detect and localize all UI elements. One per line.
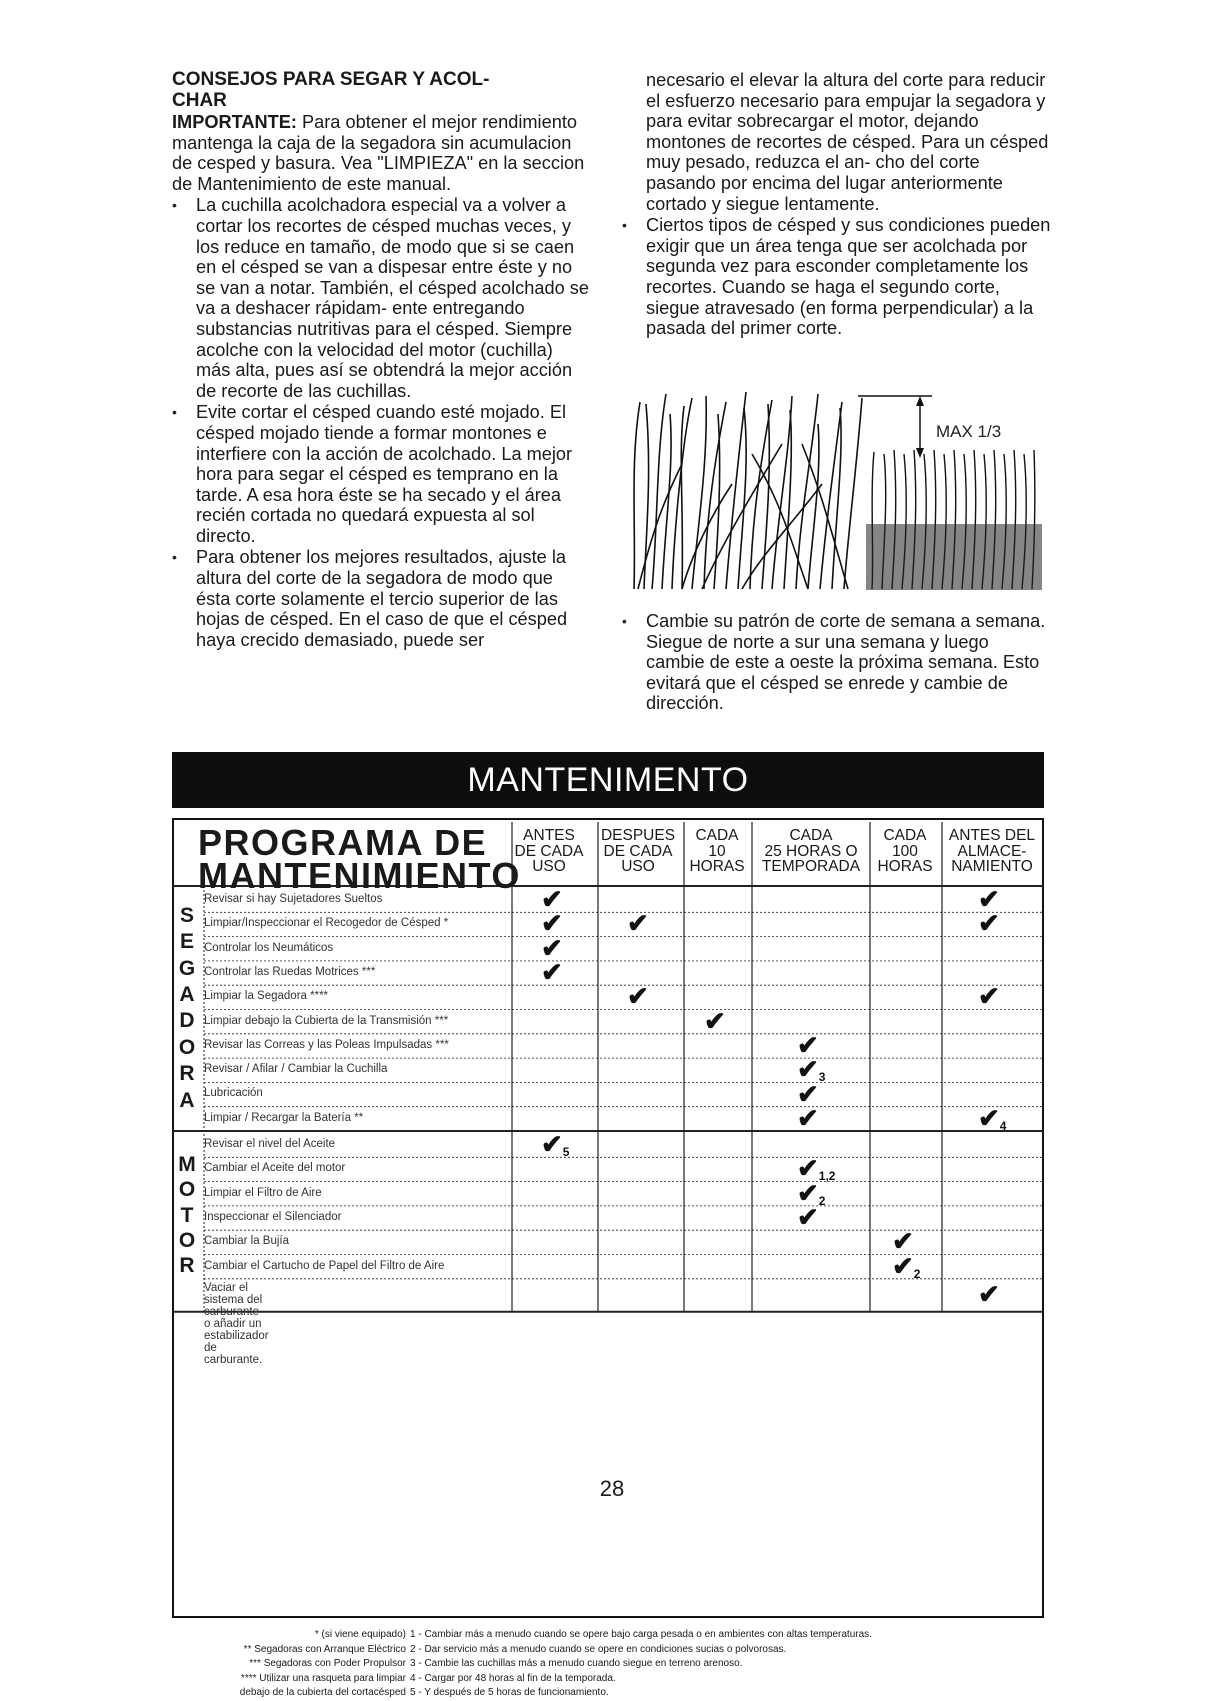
check-mark-icon: ✔	[978, 981, 1000, 1012]
footnote: *** Segadoras con Poder Propulsor	[249, 1658, 406, 1670]
list-item: • Para obtener los mejores resultados, ajuste la altura del corte de la segadora de modo que ésta corte solamente el tercio superior de las hojas de césped. En el caso de que el césped haya crecido demasiado, puede ser	[172, 547, 592, 650]
bullet-list-left	[172, 195, 592, 650]
task-label: Inspeccionar el Silenciador	[204, 1210, 342, 1223]
column-header: ANTES DEL ALMACE- NAMIENTO	[948, 827, 1036, 875]
footnotes-left	[168, 1628, 406, 1701]
check-mark-icon: ✔	[892, 1226, 914, 1257]
column-header: ANTES DE CADA USO	[514, 827, 584, 875]
important-paragraph	[172, 112, 592, 194]
footnote: 1 - Cambiar más a menudo cuando se opere bajo carga pesada o en ambientes con altas temperaturas.	[410, 1629, 872, 1640]
important-label: IMPORTANTE:	[172, 112, 297, 132]
task-label: Vaciar el sistema del carburante o añadir un estabilizador de carburante.	[204, 1281, 269, 1366]
task-label: Limpiar la Segadora ****	[204, 990, 329, 1003]
section-letter: G	[178, 956, 196, 980]
check-mark-icon: $✔_4$	[978, 1102, 1007, 1133]
column-header: CADA 25 HORAS O TEMPORADA	[761, 827, 861, 875]
check-footnote: 3	[818, 1070, 826, 1085]
section-letter: A	[179, 1088, 195, 1112]
check-mark-icon: ✔	[797, 1078, 819, 1109]
list-item: • Ciertos tipos de césped y sus condiciones pueden exigir que un área tenga que ser acolchada por segunda vez para esconder completamente los recortes. Cuando se haga el segundo corte, siegue atravesado (en forma perpendicular) a la pasada del primer corte.	[622, 215, 1052, 339]
important-text: Para obtener el mejor rendimiento mantenga la caja de la segadora sin acumulacion de cesped y basura. Vea "LIMPIEZA" en la seccion de Mantenimiento de este manual.	[172, 112, 585, 194]
check-footnote: 5	[562, 1145, 570, 1160]
section-letter: O	[178, 1178, 196, 1202]
check-mark-icon: ✔	[541, 908, 563, 939]
check-mark-icon: $✔_2$	[892, 1250, 921, 1281]
check-mark-icon: ✔	[627, 908, 649, 939]
program-title: PROGRAMA DE MANTENIMIENTO	[198, 822, 521, 896]
column-header: CADA 10 HORAS	[689, 827, 745, 875]
tall-grass-blades	[634, 392, 862, 589]
check-footnote: 2	[913, 1266, 921, 1281]
right-column-bottom	[622, 610, 1052, 715]
check-mark-icon: ✔	[797, 1029, 819, 1060]
maintenance-banner: MANTENIMENTO	[172, 752, 1044, 808]
task-label: Cambiar la Bujía	[204, 1235, 290, 1248]
section-letter: D	[179, 1009, 195, 1033]
bullet-list-right-bottom	[622, 611, 1052, 714]
task-label: Limpiar el Filtro de Aire	[204, 1186, 322, 1199]
check-mark-icon: ✔	[978, 908, 1000, 939]
section-letter: S	[179, 903, 194, 927]
section-letter: O	[178, 1035, 196, 1059]
task-label: Cambiar el Cartucho de Papel del Filtro de Aire	[204, 1259, 445, 1272]
column-header: DESPUES DE CADA USO	[600, 827, 676, 875]
arrow-up-icon	[916, 396, 924, 406]
task-label: Lubricación	[204, 1087, 263, 1100]
footnote: * (si viene equipado)	[314, 1629, 406, 1640]
footnote: **** Utilizar una rasqueta para limpiar	[240, 1672, 406, 1684]
grass-shadow	[866, 524, 1042, 590]
list-item: • Cambie su patrón de corte de semana a semana. Siegue de norte a sur una semana y luego cambie de este a oeste la próxima semana. Esto evitará que el césped se enrede y cambie de dirección.	[622, 611, 1052, 714]
section-letter: E	[179, 930, 194, 954]
check-mark-icon: ✔	[541, 957, 563, 988]
check-mark-icon: ✔	[627, 981, 649, 1012]
column-header: CADA 100 HORAS	[877, 827, 933, 875]
left-column	[172, 70, 592, 651]
check-mark-icon: $✔_3$	[797, 1054, 826, 1085]
task-label: Limpiar / Recargar la Batería **	[204, 1111, 364, 1124]
footnote: 5 - Y después de 5 horas de funcionamiento.	[410, 1687, 609, 1699]
section-title: CONSEJOS PARA SEGAR Y ACOL- CHAR	[172, 69, 490, 111]
check-footnote: 1,2	[818, 1169, 836, 1184]
list-item: • La cuchilla acolchadora especial va a volver a cortar los recortes de césped muchas veces, y los reduce en tamaño, de modo que si se caen en el césped se van a dispesar entre éste y no se van a notar. También, el césped acolchado se va a deshacer rápidam- ente entregando substancias nutritivas para el césped. Siempre acolche con la velocidad del motor (cuchilla) más alta, pues así se obtendrá la mejor acción de recorte de las cuchillas.	[172, 195, 592, 401]
section-letter: T	[180, 1203, 194, 1227]
check-mark-icon: $✔_5$	[541, 1129, 570, 1160]
check-mark-icon: ✔	[978, 884, 1000, 915]
check-footnote: 4	[999, 1118, 1007, 1133]
footnote: 3 - Cambie las cuchillas más a menudo cuando siegue en terreno arenoso.	[410, 1658, 743, 1670]
right-column	[622, 70, 1052, 340]
footnote: ** Segadoras con Arranque Eléctrico	[243, 1643, 406, 1655]
task-label: Revisar el nivel del Aceite	[204, 1138, 336, 1150]
continuation-paragraph: necesario el elevar la altura del corte para reducir el esfuerzo necesario para empujar la segadora y para evitar sobrecargar el motor, dejando montones de recortes de césped. Para un césped muy pesado, reduzca el an- cho del corte pasando por encima del lugar anteriormente cortado y siegue lentamente.	[646, 70, 1049, 214]
page-number: 28	[599, 1476, 625, 1501]
max-label: MAX 1/3	[936, 422, 1002, 441]
section-letter: O	[178, 1228, 196, 1252]
task-label: Revisar si hay Sujetadores Sueltos	[204, 893, 383, 905]
footnote: debajo de la cubierta del cortacésped	[239, 1687, 406, 1699]
check-mark-icon: ✔	[704, 1005, 726, 1036]
task-label: Controlar las Ruedas Motrices ***	[204, 965, 376, 978]
task-label: Cambiar el Aceite del motor	[204, 1162, 346, 1175]
task-label: Revisar las Correas y las Poleas Impulsadas ***	[204, 1038, 449, 1051]
task-label: Limpiar debajo la Cubierta de la Transmisión ***	[204, 1014, 449, 1027]
grass-height-illustration	[622, 384, 1042, 592]
section-letter: M	[178, 1153, 196, 1177]
footnote: 2 - Dar servicio más a menudo cuando se opere en condiciones sucias o polvorosas.	[410, 1643, 787, 1655]
check-mark-icon: ✔	[797, 1202, 819, 1233]
task-label: Revisar / Afilar / Cambiar la Cuchilla	[204, 1063, 388, 1076]
check-mark-icon: ✔	[978, 1279, 1000, 1310]
check-mark-icon: ✔	[541, 932, 563, 963]
footnotes-right	[410, 1628, 1070, 1701]
check-mark-icon: ✔	[797, 1102, 819, 1133]
check-mark-icon: ✔	[541, 884, 563, 915]
arrow-down-icon	[916, 448, 924, 458]
section-letter: A	[179, 983, 195, 1007]
list-item: • Evite cortar el césped cuando esté mojado. El césped mojado tiende a formar montones e interfiere con la acción de acolchado. La mejor hora para segar el césped es temprano en la tarde. A esa hora éste se ha secado y el área recién cortada no quedará expuesta al sol directo.	[172, 402, 592, 546]
section-letter: R	[179, 1062, 195, 1086]
task-label: Controlar los Neumáticos	[204, 941, 334, 954]
task-label: Limpiar/Inspeccionar el Recogedor de Césped *	[204, 917, 449, 930]
check-mark-icon: $✔_{1,2}$	[797, 1153, 836, 1184]
footnote: 4 - Cargar por 48 horas al fin de la temporada.	[410, 1672, 616, 1684]
check-footnote: 2	[818, 1193, 826, 1208]
check-mark-icon: $✔_2$	[797, 1177, 826, 1208]
section-letter: R	[179, 1254, 195, 1278]
bullet-list-right-top	[622, 215, 1052, 339]
